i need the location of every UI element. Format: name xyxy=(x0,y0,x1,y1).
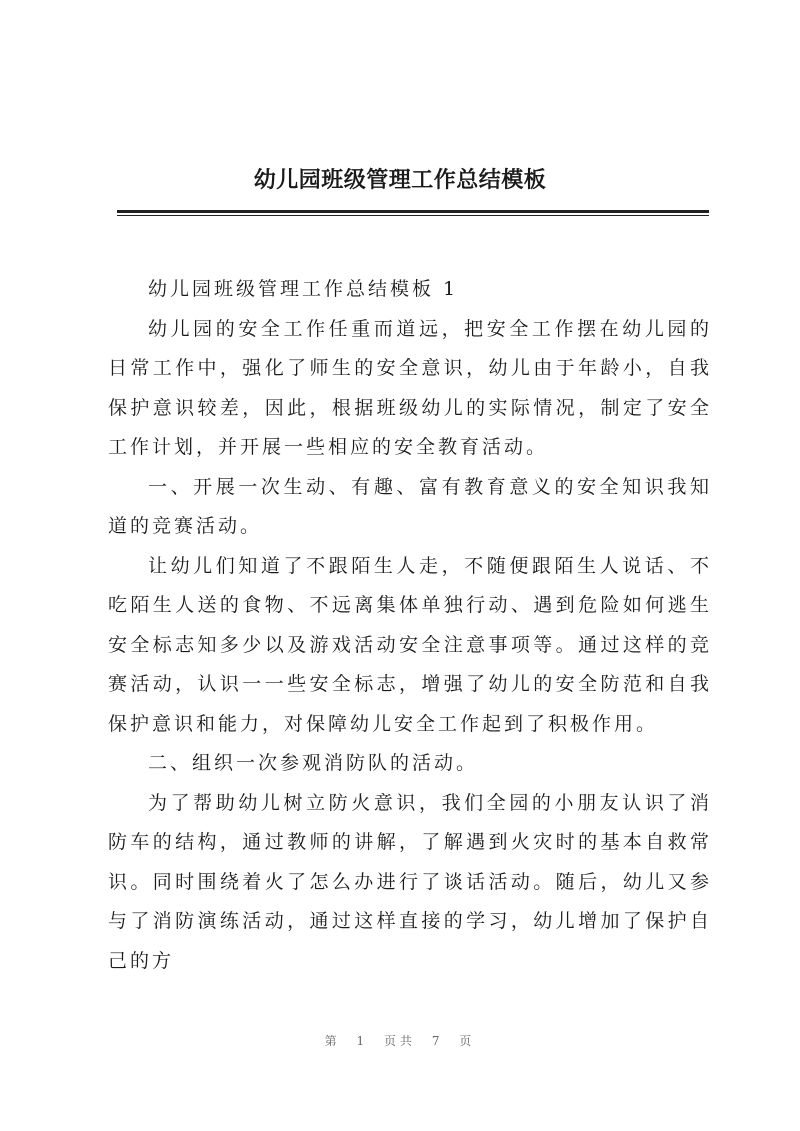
footer-label-end: 页 xyxy=(459,1034,476,1048)
footer-total-pages: 7 xyxy=(431,1034,444,1048)
title-divider-thin xyxy=(117,215,709,216)
paragraph: 让幼儿们知道了不跟陌生人走，不随便跟陌生人说话、不吃陌生人送的食物、不远离集体单独行动、遇到危险如何逃生 安全标志知多少以及游戏活动安全注意事项等。通过这样的竞赛活动，认识一一些安全标志，增强了幼儿的安全防范和自我保护意识和能力，对保障幼儿安全工作起到了积极作用。 xyxy=(108,554,712,735)
footer-label-page: 第 xyxy=(324,1034,341,1048)
footer-current-page: 1 xyxy=(356,1034,369,1048)
paragraph: 一、开展一次生动、有趣、富有教育意义的安全知识我知道的竞赛活动。 xyxy=(108,475,712,537)
paragraph: 为了帮助幼儿树立防火意识，我们全园的小朋友认识了消防车的结构，通过教师的讲解，了解遇到火灾时的基本自救常识。同时围绕着火了怎么办进行了谈话活动。随后，幼儿又参与了消防演练活动，通过这样直接的学习，幼儿增加了保护自己的方 xyxy=(108,791,712,972)
section-heading: 幼儿园班级管理工作总结模板 1 xyxy=(148,278,459,300)
paragraph: 幼儿园的安全工作任重而道远，把安全工作摆在幼儿园的日常工作中，强化了师生的安全意识，幼儿由于年龄小，自我保护意识较差，因此，根据班级幼儿的实际情况，制定了安全工作计划，并开展一些相应的安全教育活动。 xyxy=(108,317,712,458)
footer-label-of: 页共 xyxy=(383,1034,416,1048)
paragraph: 二、组织一次参观消防队的活动。 xyxy=(148,752,479,774)
page-footer xyxy=(0,1032,800,1049)
title-divider xyxy=(117,210,709,213)
document-title: 幼儿园班级管理工作总结模板 xyxy=(253,168,547,193)
document-body xyxy=(108,270,712,981)
